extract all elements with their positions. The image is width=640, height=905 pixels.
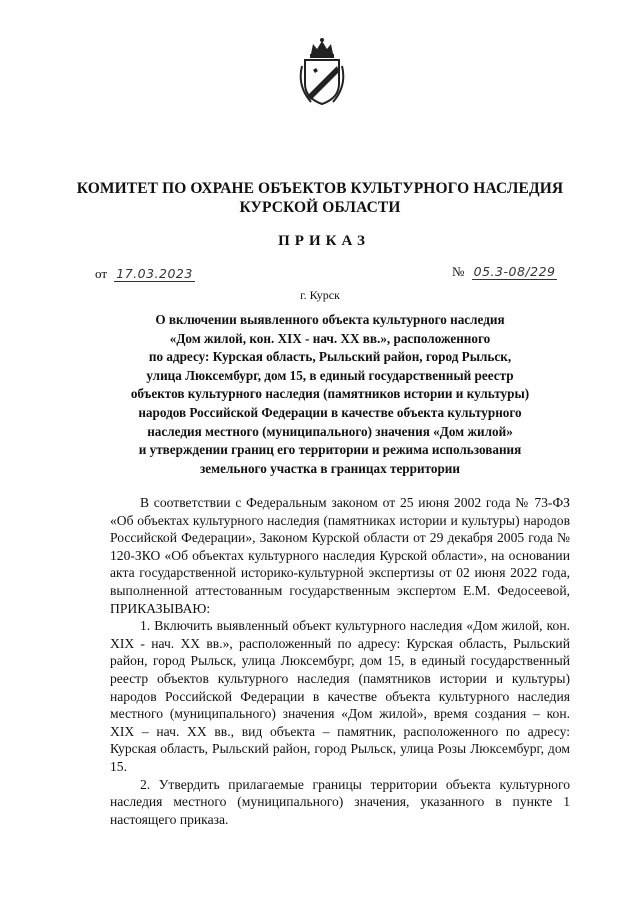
order-body — [110, 494, 570, 828]
date-line — [95, 266, 195, 282]
subject-line: «Дом жилой, кон. XIX - нач. XX вв.», расположенного — [169, 330, 491, 346]
organization-region: КУРСКОЙ ОБЛАСТИ — [239, 199, 401, 216]
city: г. Курск — [300, 288, 340, 302]
handwritten-number: 05.3-08/229 — [473, 264, 556, 279]
subject-line: земельного участка в границах территории — [200, 460, 460, 476]
paragraph-item-1: 1. Включить выявленный объект культурного наследия «Дом жилой, кон. XIX - нач. XX вв.», расположенный по адресу: Курская область, Рыльский район, город Рыльск, улица Люксембург, дом 15, в единый государственный реестр объектов культурного наследия (памятников истории и культуры) народов Российской Федерации в качестве объекта культурного наследия местного (муниципального) значения «Дом жилой», время создания – кон. XIX – нач. XX вв., вид объекта – памятник, расположенного по адресу: Курская область, Рыльский район, город Рыльск, улица Розы Люксембург, дом 15. — [110, 618, 570, 774]
subject-line: по адресу: Курская область, Рыльский район, город Рыльск, — [148, 349, 512, 365]
order-subject — [110, 311, 550, 478]
paragraph-item-2: 2. Утвердить прилагаемые границы территории объекта культурного наследия местного (муниципального) значения, указанного в пункте 1 настоящего приказа. — [110, 776, 570, 827]
handwritten-date: 17.03.2023 — [116, 266, 193, 281]
date-prefix: от — [95, 266, 108, 281]
kursk-coat-of-arms-icon — [297, 36, 347, 108]
organization-name: КОМИТЕТ ПО ОХРАНЕ ОБЪЕКТОВ КУЛЬТУРНОГО НАСЛЕДИЯ — [76, 180, 564, 197]
subject-line: и утверждении границ его территории и режима использования — [138, 442, 522, 458]
number-prefix: № — [452, 264, 465, 279]
document-type-title: ПРИКАЗ — [278, 233, 370, 249]
subject-line: улица Люксембург, дом 15, в единый государственный реестр — [146, 367, 514, 383]
subject-line: О включении выявленного объекта культурного наследия — [155, 312, 505, 327]
paragraph-preamble: В соответствии с Федеральным законом от 25 июня 2002 года № 73-ФЗ «Об объектах культурного наследия (памятниках истории и культуры) народов Российской Федерации», Законом Курской области от 29 декабря 2005 года № 120-ЗКО «Об объектах культурного наследия Курской области», на основании акта государственной историко-культурной экспертизы от 02 июня 2022 года, выполненной аттестованным государственным экспертом Е.М. Федосеевой, ПРИКАЗЫВАЮ: — [110, 495, 570, 616]
subject-line: народов Российской Федерации в качестве объекта культурного — [138, 404, 522, 420]
subject-line: наследия местного (муниципального) значения «Дом жилой» — [147, 423, 513, 439]
subject-line: объектов культурного наследия (памятников истории и культуры) — [130, 386, 530, 402]
number-line — [452, 264, 557, 280]
